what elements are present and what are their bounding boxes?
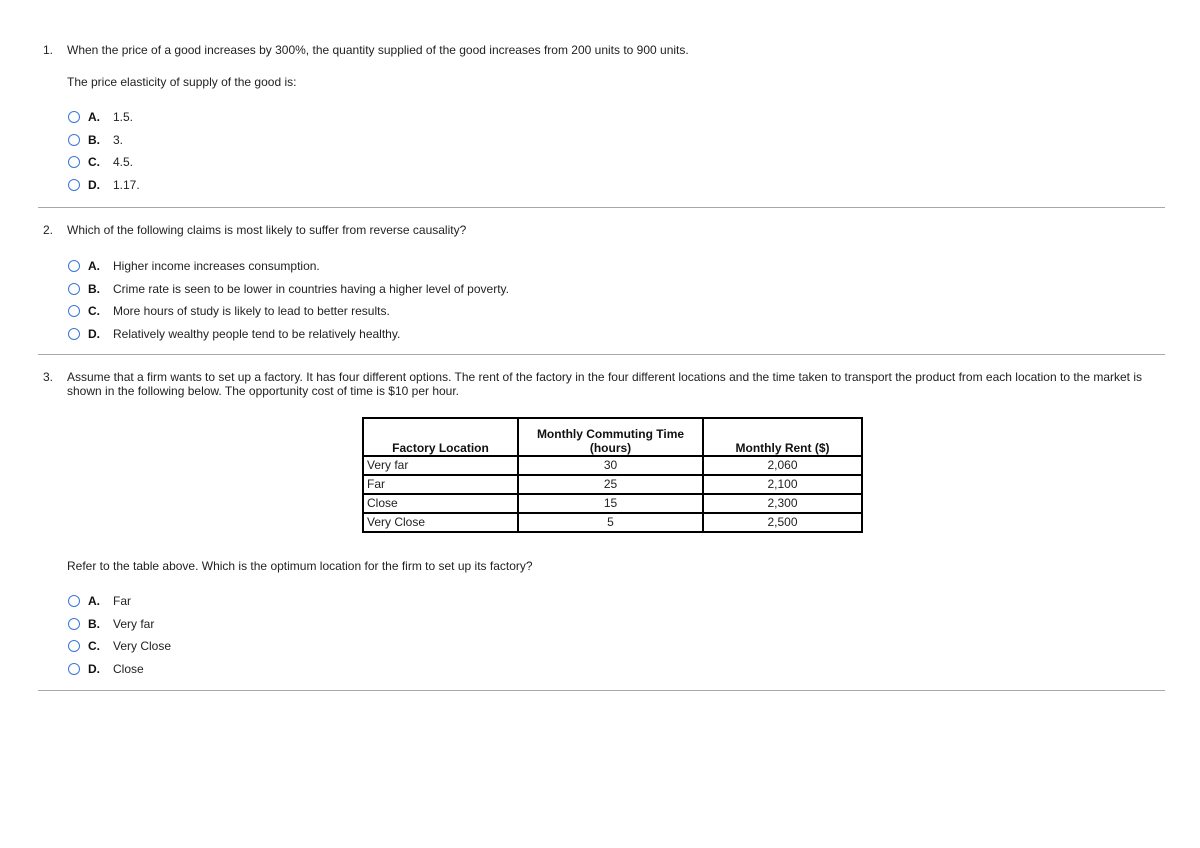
radio-button-icon[interactable] xyxy=(68,283,80,295)
option-b[interactable] xyxy=(68,278,509,301)
option-a[interactable] xyxy=(68,255,509,278)
option-b[interactable] xyxy=(68,613,171,636)
radio-button-icon[interactable] xyxy=(68,179,80,191)
table-cell: Very Close xyxy=(363,513,518,532)
table-cell: 2,300 xyxy=(703,494,862,513)
answer-options xyxy=(68,590,171,680)
radio-button-icon[interactable] xyxy=(68,134,80,146)
option-text: 4.5. xyxy=(113,155,134,170)
radio-button-icon[interactable] xyxy=(68,111,80,123)
factory-location-table xyxy=(362,417,863,533)
option-c[interactable] xyxy=(68,300,509,323)
table-cell: Far xyxy=(363,475,518,494)
question-number: 1. xyxy=(43,43,54,57)
radio-button-icon[interactable] xyxy=(68,156,80,168)
question-subtext: The price elasticity of supply of the good is: xyxy=(67,75,297,89)
option-text: Relatively wealthy people tend to be relatively healthy. xyxy=(113,326,401,341)
question-text: Which of the following claims is most likely to suffer from reverse causality? xyxy=(67,223,467,237)
option-c[interactable] xyxy=(68,151,140,174)
option-letter: A. xyxy=(88,110,100,125)
answer-options xyxy=(68,106,140,196)
option-letter: A. xyxy=(88,259,100,274)
table-row xyxy=(363,513,862,532)
table-cell: 2,060 xyxy=(703,456,862,475)
option-text: 1.5. xyxy=(113,110,134,125)
radio-button-icon[interactable] xyxy=(68,260,80,272)
table-row xyxy=(363,456,862,475)
table-cell: 5 xyxy=(518,513,703,532)
question-text: When the price of a good increases by 300%, the quantity supplied of the good increases from 200 units to 900 units. xyxy=(67,43,689,57)
option-letter: D. xyxy=(88,661,100,676)
radio-button-icon[interactable] xyxy=(68,618,80,630)
radio-button-icon[interactable] xyxy=(68,305,80,317)
option-text: Very Close xyxy=(113,639,172,654)
question-divider xyxy=(38,690,1165,691)
option-d[interactable] xyxy=(68,174,140,197)
option-letter: B. xyxy=(88,616,100,631)
table-cell: 30 xyxy=(518,456,703,475)
radio-button-icon[interactable] xyxy=(68,663,80,675)
option-a[interactable] xyxy=(68,106,140,129)
option-letter: A. xyxy=(88,594,100,609)
option-letter: B. xyxy=(88,281,100,296)
question-number: 3. xyxy=(43,370,54,384)
radio-button-icon[interactable] xyxy=(68,595,80,607)
option-text: Far xyxy=(113,594,131,609)
question-divider xyxy=(38,354,1165,355)
table-cell: Close xyxy=(363,494,518,513)
option-text: More hours of study is likely to lead to better results. xyxy=(113,304,390,319)
question-divider xyxy=(38,207,1165,208)
option-letter: C. xyxy=(88,639,100,654)
option-text: 3. xyxy=(113,132,124,147)
column-header-location: Factory Location xyxy=(363,418,518,456)
table-cell: 2,500 xyxy=(703,513,862,532)
option-text: Close xyxy=(113,661,144,676)
option-d[interactable] xyxy=(68,323,509,346)
option-b[interactable] xyxy=(68,129,140,152)
option-text: Crime rate is seen to be lower in countries having a higher level of poverty. xyxy=(113,281,509,296)
column-header-rent: Monthly Rent ($) xyxy=(703,418,862,456)
option-text: Higher income increases consumption. xyxy=(113,259,320,274)
option-d[interactable] xyxy=(68,658,171,681)
table-cell: 25 xyxy=(518,475,703,494)
table-header-row xyxy=(363,418,862,456)
answer-options xyxy=(68,255,509,345)
option-letter: D. xyxy=(88,326,100,341)
table-cell: Very far xyxy=(363,456,518,475)
option-text: 1.17. xyxy=(113,177,140,192)
radio-button-icon[interactable] xyxy=(68,328,80,340)
option-c[interactable] xyxy=(68,635,171,658)
table-cell: 2,100 xyxy=(703,475,862,494)
option-letter: C. xyxy=(88,304,100,319)
option-text: Very far xyxy=(113,616,155,631)
question-subtext: Refer to the table above. Which is the optimum location for the firm to set up its factory? xyxy=(67,559,533,573)
option-letter: C. xyxy=(88,155,100,170)
table-row xyxy=(363,475,862,494)
table-row xyxy=(363,494,862,513)
question-text: Assume that a firm wants to set up a factory. It has four different options. The rent of the factory in the four different locations and the time taken to transport the product from each location to the market is shown in the following below. The opportunity cost of time is $10 per hour. xyxy=(67,370,1143,398)
column-header-commuting-time: Monthly Commuting Time (hours) xyxy=(518,418,703,456)
radio-button-icon[interactable] xyxy=(68,640,80,652)
option-letter: D. xyxy=(88,177,100,192)
option-letter: B. xyxy=(88,132,100,147)
table-cell: 15 xyxy=(518,494,703,513)
question-number: 2. xyxy=(43,223,54,237)
option-a[interactable] xyxy=(68,590,171,613)
